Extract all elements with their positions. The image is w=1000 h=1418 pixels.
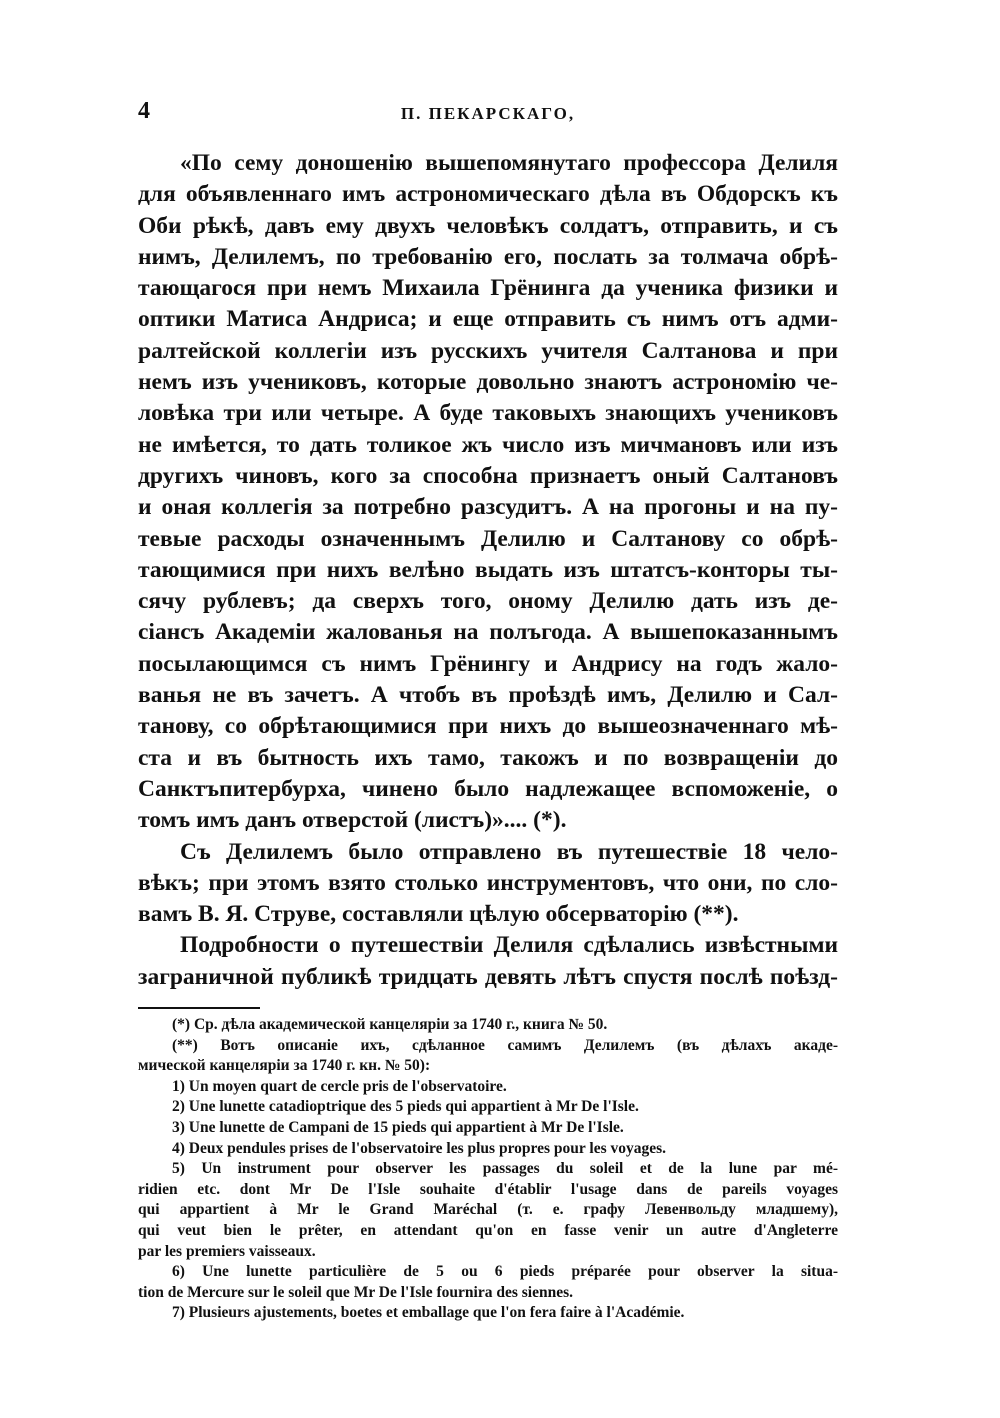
paragraph-details (138, 930, 838, 993)
text-line: тевые расходы означеннымъ Делилю и Салтанову со обрѣ- (138, 525, 838, 552)
text-line: ловѣка три или четыре. А буде таковыхъ знающихъ учениковъ (138, 400, 838, 427)
text-line: Подробности о путешествіи Делиля сдѣлались извѣстными (180, 932, 838, 959)
instrument-item-1 (138, 1077, 838, 1098)
running-head (138, 98, 838, 138)
footnote-line: ridien etc. dont Mr De l'Isle souhaite d'établir l'usage dans de pareils voyages (138, 1180, 838, 1198)
text-line: другихъ чиновъ, кого за способна признаетъ оный Салтановъ (138, 462, 838, 489)
instrument-item-3 (138, 1118, 838, 1139)
paragraph-expedition (138, 837, 838, 931)
footnotes (138, 1015, 838, 1324)
instrument-item-5 (138, 1159, 838, 1262)
paragraph-quote (138, 148, 838, 837)
footnote-line: (**) Вотъ описаніе ихъ, сдѣланное самимъ Делилемъ (въ дѣлахъ акаде- (172, 1036, 838, 1054)
text-line: Оби рѣкѣ, давъ ему двухъ человѣкъ солдатъ, отправить, и съ (138, 212, 838, 239)
text-line: нимъ, Делилемъ, по требованію его, послать за толмача обрѣ- (138, 243, 838, 270)
text-line: оптики Матиса Андриса; и еще отправить съ нимъ отъ адми- (138, 306, 838, 333)
footnote-line: 4) Deux pendules prises de l'observatoire les plus propres pour les voyages. (172, 1139, 667, 1157)
footnote-line: 2) Une lunette catadioptrique des 5 pieds qui appartient à Mr De l'Isle. (172, 1098, 639, 1116)
book-page (138, 98, 838, 1324)
text-line: не имѣется, то дать толикое жъ число изъ мичмановъ или изъ (138, 431, 838, 458)
text-line: сіансъ Академіи жалованья на полъгода. А вышепоказаннымъ (138, 619, 838, 646)
instrument-item-7 (138, 1303, 838, 1324)
main-text (138, 148, 838, 993)
footnote-line: 6) Une lunette particulière de 5 ou 6 pieds préparée pour observer la situa- (172, 1263, 838, 1281)
page-number: 4 (138, 98, 150, 124)
footnote-line: par les premiers vaisseaux. (138, 1242, 316, 1260)
text-line: томъ имъ данъ отверстой (листъ)».... (*). (138, 807, 567, 834)
text-line: Съ Делилемъ было отправлено въ путешествіе 18 чело- (180, 838, 838, 865)
text-line: и оная коллегія за потребно разсудитъ. А на прогоны и на пу- (138, 494, 838, 521)
instrument-item-6 (138, 1262, 838, 1303)
instrument-item-4 (138, 1139, 838, 1160)
text-line: сячу рублевъ; да сверхъ того, оному Делилю дать изъ де- (138, 588, 838, 615)
text-line: танову, со обрѣтающимися при нихъ до вышеозначеннаго мѣ- (138, 713, 838, 740)
footnote-line: 5) Un instrument pour observer les passages du soleil et de la lune par mé- (172, 1160, 838, 1178)
text-line: вѣкъ; при этомъ взято столько инструментовъ, что они, по сло- (138, 869, 838, 896)
footnote-line: (*) Ср. дѣла академической канцеляріи за 1740 г., книга № 50. (172, 1016, 608, 1034)
text-line: ванья не въ зачетъ. А чтобъ въ проѣздѣ имъ, Делилю и Сал- (138, 682, 838, 709)
text-line: посылающимся съ нимъ Грёнингу и Андрису на годъ жало- (138, 650, 838, 677)
footnote-line: 7) Plusieurs ajustements, boetes et emballage que l'on fera faire à l'Académie. (172, 1304, 685, 1322)
footnote-line: 1) Un moyen quart de cercle pris de l'observatoire. (172, 1077, 507, 1095)
text-line: для объявленнаго имъ астрономическаго дѣла въ Обдорскъ къ (138, 181, 838, 208)
text-line: ста и въ бытность ихъ тамо, такожъ и по возвращеніи до (138, 744, 838, 771)
text-line: Санктъпитербурха, чинено было надлежащее вспоможеніе, о (138, 775, 838, 802)
footnote-line: qui veut bien le prêter, en attendant qu'on en fasse venir un autre d'Angleterre (138, 1221, 838, 1239)
instrument-item-2 (138, 1097, 838, 1118)
footnote-divider (138, 1007, 260, 1009)
text-line: «По сему доношенію вышепомянутаго профессора Делиля (180, 150, 838, 176)
running-title: П. ПЕКАРСКАГО, (400, 104, 576, 123)
text-line: немъ изъ учениковъ, которые довольно знаютъ астрономію че- (138, 369, 838, 396)
footnote-line: qui appartient à Mr le Grand Maréchal (т. е. графу Левенвольду младшему), (138, 1201, 838, 1219)
text-line: заграничной публикѣ тридцать девять лѣтъ спустя послѣ поѣзд- (138, 963, 838, 990)
footnote-1 (138, 1015, 838, 1036)
footnote-2 (138, 1036, 838, 1077)
footnote-line: мической канцеляріи за 1740 г. кн. № 50): (138, 1057, 431, 1075)
text-line: тающимися при нихъ велѣно выдать изъ штатсъ-конторы ты- (138, 556, 838, 583)
footnote-line: 3) Une lunette de Campani de 15 pieds qui appartient à Mr De l'Isle. (172, 1118, 624, 1136)
footnote-line: tion de Mercure sur le soleil que Mr De l'Isle fournira des siennes. (138, 1283, 573, 1301)
text-line: тающагося при немъ Михаила Грёнинга да ученика физики и (138, 275, 838, 302)
text-line: вамъ В. Я. Струве, составляли цѣлую обсерваторію (**). (138, 901, 739, 928)
text-line: ралтейской коллегіи изъ русскихъ учителя Салтанова и при (138, 337, 838, 364)
